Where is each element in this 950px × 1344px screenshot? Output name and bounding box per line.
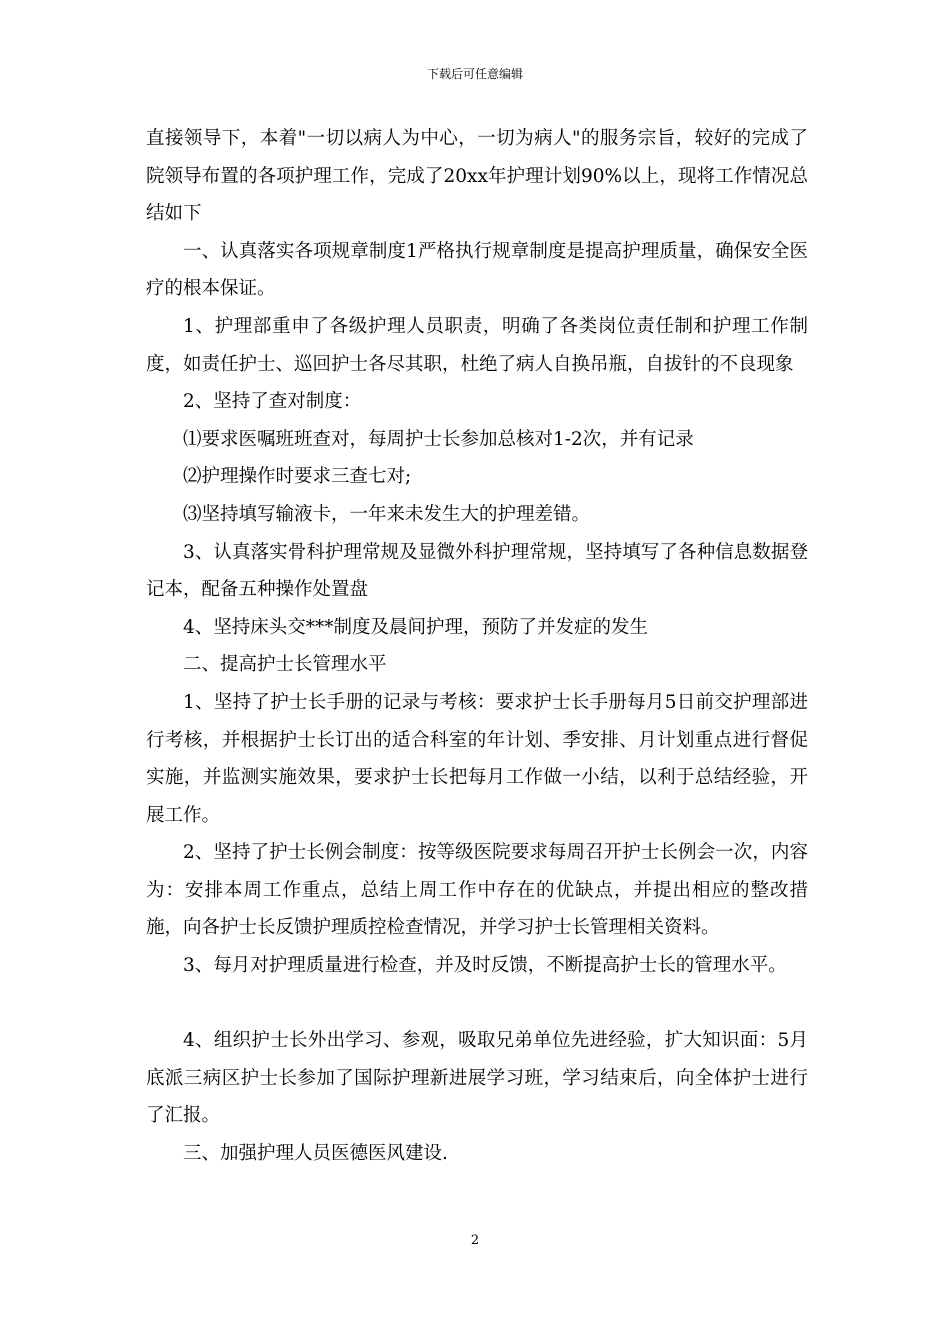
paragraph-1-3: 3、认真落实骨科护理常规及显微外科护理常规，坚持填写了各种信息数据登记本，配备五种操作处置盘 — [146, 541, 808, 601]
paragraph-2-3: 3、每月对护理质量进行检查，并及时反馈，不断提高护士长的管理水平。 — [183, 955, 787, 977]
page-number: 2 — [470, 1233, 480, 1248]
document-body — [146, 120, 808, 1173]
paragraph-2-1: 1、坚持了护士长手册的记录与考核：要求护士长手册每月5日前交护理部进行考核，并根据护士长订出的适合科室的年计划、季安排、月计划重点进行督促实施，并监测实施效果，要求护士长把每月工作做一小结，以利于总结经验，开展工作。 — [146, 691, 808, 826]
paragraph-2-2: 2、坚持了护士长例会制度：按等级医院要求每周召开护士长例会一次，内容为：安排本周工作重点，总结上周工作中存在的优缺点，并提出相应的整改措施，向各护士长反馈护理质控检查情况，并学习护士长管理相关资料。 — [146, 842, 808, 939]
list-item-3: ⑶坚持填写输液卡，一年来未发生大的护理差错。 — [183, 503, 591, 525]
paragraph-1-4: 4、坚持床头交***制度及晨间护理，预防了并发症的发生 — [183, 616, 649, 638]
paragraph-intro: 直接领导下，本着"一切以病人为中心，一切为病人"的服务宗旨，较好的完成了院领导布置的各项护理工作，完成了20xx年护理计划90%以上，现将工作情况总结如下 — [146, 128, 808, 225]
section-heading-2: 二、提高护士长管理水平 — [183, 654, 387, 676]
list-item-2: ⑵护理操作时要求三查七对; — [183, 466, 412, 488]
paragraph-2-4: 4、组织护士长外出学习、参观，吸取兄弟单位先进经验，扩大知识面：5月底派三病区护士长参加了国际护理新进展学习班，学习结束后，向全体护士进行了汇报。 — [146, 1030, 808, 1127]
list-item-1: ⑴要求医嘱班班查对，每周护士长参加总核对1-2次，并有记录 — [183, 428, 694, 450]
section-heading-3: 三、加强护理人员医德医风建设. — [183, 1143, 448, 1165]
paragraph-1-1: 1、护理部重申了各级护理人员职责，明确了各类岗位责任制和护理工作制度，如责任护士、巡回护士各尽其职，杜绝了病人自换吊瓶，自拔针的不良现象 — [146, 315, 808, 375]
section-heading-1: 一、认真落实各项规章制度1严格执行规章制度是提高护理质量，确保安全医疗的根本保证。 — [146, 240, 808, 300]
paragraph-1-2: 2、坚持了查对制度： — [183, 391, 362, 413]
page-header: 下载后可任意编辑 — [426, 67, 523, 81]
